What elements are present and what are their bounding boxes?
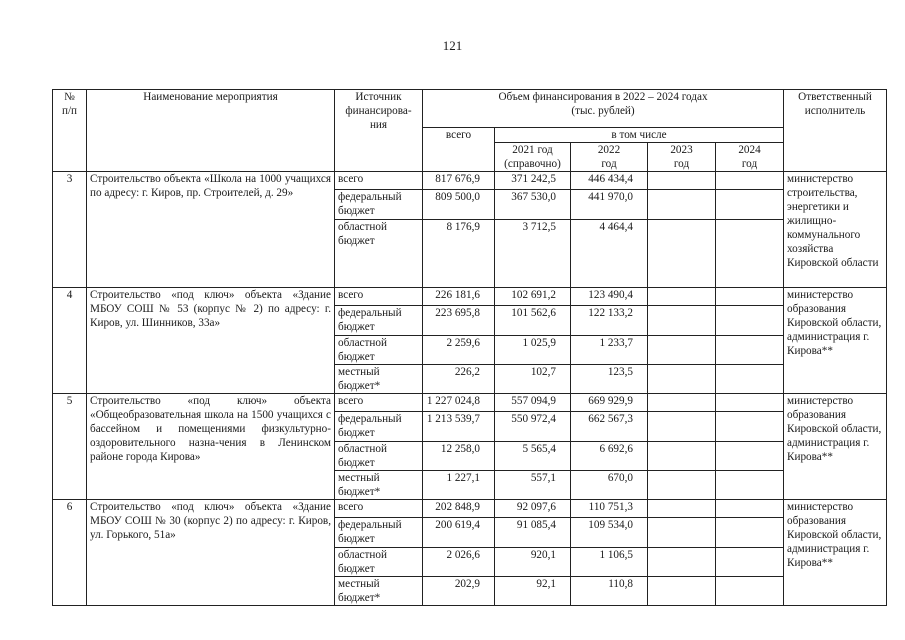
value-2024: [716, 412, 784, 442]
value-2024: [716, 190, 784, 220]
value-2021: 102,7: [495, 365, 571, 394]
responsible-executor: министерство образования Кировской области, администрация г. Кирова**: [784, 288, 887, 394]
value-2021: 3 712,5: [495, 220, 571, 288]
funding-source: местный бюджет*: [335, 577, 423, 606]
value-2023: [648, 577, 716, 606]
funding-source: федеральный бюджет: [335, 306, 423, 336]
value-total: 12 258,0: [423, 442, 495, 471]
value-2022: 1 106,5: [571, 548, 648, 577]
funding-source: федеральный бюджет: [335, 518, 423, 548]
value-2022: 122 133,2: [571, 306, 648, 336]
financing-table: [52, 89, 887, 606]
value-2022: 1 233,7: [571, 336, 648, 365]
funding-source: областной бюджет: [335, 336, 423, 365]
value-2024: [716, 172, 784, 190]
funding-source: федеральный бюджет: [335, 190, 423, 220]
value-2024: [716, 288, 784, 306]
value-2022: 123 490,4: [571, 288, 648, 306]
value-total: 200 619,4: [423, 518, 495, 548]
table-row: [53, 288, 887, 306]
value-2024: [716, 577, 784, 606]
value-2021: 550 972,4: [495, 412, 571, 442]
value-2023: [648, 442, 716, 471]
value-2023: [648, 548, 716, 577]
value-2021: 102 691,2: [495, 288, 571, 306]
header-2021: 2021 год (справочно): [495, 143, 571, 172]
header-including: в том числе: [495, 128, 784, 143]
table-body: [53, 172, 887, 606]
value-2024: [716, 548, 784, 577]
value-2022: 669 929,9: [571, 394, 648, 412]
value-2023: [648, 471, 716, 500]
value-2021: 91 085,4: [495, 518, 571, 548]
value-2022: 4 464,4: [571, 220, 648, 288]
header-2023: 2023 год: [648, 143, 716, 172]
responsible-executor: министерство строительства, энергетики и жилищно-коммунального хозяйства Кировской области: [784, 172, 887, 288]
measure-name: Строительство «под ключ» объекта «Общеобразовательная школа на 1500 учащихся с бассейном и помещениями физкультурно-оздоровительного назна-чения в Ленинском районе города Кирова»: [87, 394, 335, 500]
page-number: 121: [442, 38, 463, 53]
funding-source: всего: [335, 500, 423, 518]
value-2023: [648, 306, 716, 336]
value-2021: 5 565,4: [495, 442, 571, 471]
value-total: 223 695,8: [423, 306, 495, 336]
value-2022: 670,0: [571, 471, 648, 500]
value-2023: [648, 288, 716, 306]
value-2023: [648, 500, 716, 518]
value-total: 2 259,6: [423, 336, 495, 365]
value-2024: [716, 336, 784, 365]
value-2021: 557,1: [495, 471, 571, 500]
value-2022: 110 751,3: [571, 500, 648, 518]
value-total: 2 026,6: [423, 548, 495, 577]
value-2024: [716, 471, 784, 500]
value-2022: 446 434,4: [571, 172, 648, 190]
header-source: Источник финансирова-ния: [335, 90, 423, 172]
value-2021: 92,1: [495, 577, 571, 606]
value-2021: 367 530,0: [495, 190, 571, 220]
funding-source: областной бюджет: [335, 548, 423, 577]
funding-source: всего: [335, 172, 423, 190]
value-total: 1 227 024,8: [423, 394, 495, 412]
value-2023: [648, 336, 716, 365]
value-2021: 557 094,9: [495, 394, 571, 412]
header-2022: 2022 год: [571, 143, 648, 172]
header-responsible: Ответственный исполнитель: [784, 90, 887, 172]
funding-source: всего: [335, 288, 423, 306]
value-2022: 109 534,0: [571, 518, 648, 548]
value-2023: [648, 190, 716, 220]
value-2023: [648, 412, 716, 442]
funding-source: всего: [335, 394, 423, 412]
value-2021: 101 562,6: [495, 306, 571, 336]
header-2024: 2024 год: [716, 143, 784, 172]
responsible-executor: министерство образования Кировской области, администрация г. Кирова**: [784, 500, 887, 606]
value-2021: 1 025,9: [495, 336, 571, 365]
value-total: 817 676,9: [423, 172, 495, 190]
table-row: [53, 500, 887, 518]
funding-source: областной бюджет: [335, 442, 423, 471]
row-number: 3: [53, 172, 87, 288]
value-2023: [648, 220, 716, 288]
row-number: 5: [53, 394, 87, 500]
value-total: 809 500,0: [423, 190, 495, 220]
value-2021: 92 097,6: [495, 500, 571, 518]
value-total: 1 213 539,7: [423, 412, 495, 442]
value-2024: [716, 518, 784, 548]
funding-source: местный бюджет*: [335, 471, 423, 500]
measure-name: Строительство «под ключ» объекта «Здание МБОУ СОШ № 53 (корпус № 2) по адресу: г. Киров, ул. Шинников, 33а»: [87, 288, 335, 394]
measure-name: Строительство объекта «Школа на 1000 учащихся по адресу: г. Киров, пр. Строителей, д. 29»: [87, 172, 335, 288]
value-total: 226 181,6: [423, 288, 495, 306]
value-2024: [716, 442, 784, 471]
value-2022: 6 692,6: [571, 442, 648, 471]
value-2021: 920,1: [495, 548, 571, 577]
row-number: 4: [53, 288, 87, 394]
value-total: 202,9: [423, 577, 495, 606]
table-row: [53, 394, 887, 412]
header-name: Наименование мероприятия: [87, 90, 335, 172]
table-row: [53, 172, 887, 190]
value-2022: 110,8: [571, 577, 648, 606]
value-2022: 123,5: [571, 365, 648, 394]
row-number: 6: [53, 500, 87, 606]
value-2021: 371 242,5: [495, 172, 571, 190]
value-2023: [648, 518, 716, 548]
header-volume: Объем финансирования в 2022 – 2024 годах (тыс. рублей): [423, 90, 784, 128]
value-2022: 662 567,3: [571, 412, 648, 442]
value-2024: [716, 500, 784, 518]
value-2023: [648, 365, 716, 394]
value-total: 226,2: [423, 365, 495, 394]
value-2024: [716, 365, 784, 394]
value-2023: [648, 394, 716, 412]
header-num: № п/п: [53, 90, 87, 172]
value-2024: [716, 394, 784, 412]
value-2024: [716, 220, 784, 288]
responsible-executor: министерство образования Кировской области, администрация г. Кирова**: [784, 394, 887, 500]
funding-source: местный бюджет*: [335, 365, 423, 394]
value-total: 8 176,9: [423, 220, 495, 288]
value-total: 202 848,9: [423, 500, 495, 518]
funding-source: областной бюджет: [335, 220, 423, 288]
header-total: всего: [423, 128, 495, 172]
value-2022: 441 970,0: [571, 190, 648, 220]
value-total: 1 227,1: [423, 471, 495, 500]
funding-source: федеральный бюджет: [335, 412, 423, 442]
measure-name: Строительство «под ключ» объекта «Здание МБОУ СОШ № 30 (корпус 2) по адресу: г. Киров, ул. Горького, 51а»: [87, 500, 335, 606]
value-2023: [648, 172, 716, 190]
value-2024: [716, 306, 784, 336]
